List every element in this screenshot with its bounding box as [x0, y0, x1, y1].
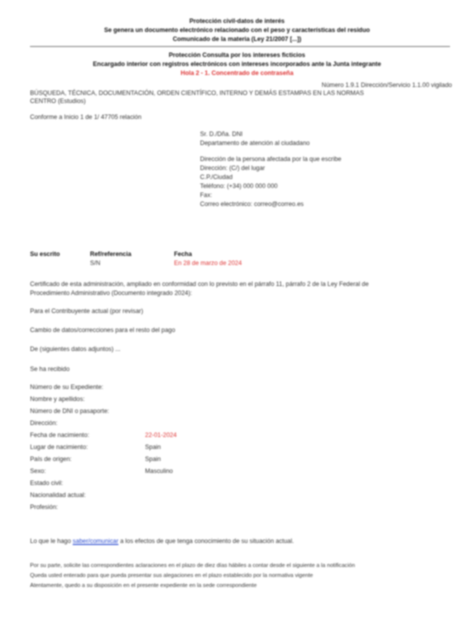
recipient-address-5: Fax:	[200, 192, 213, 199]
divider	[30, 46, 450, 47]
body-paragraph-3: Cambio de datos/correcciones para el resto del pago	[30, 327, 176, 334]
field-label: País de origen:	[30, 456, 72, 463]
recipient-address-4: Teléfono: (+34) 000 000 000	[200, 183, 278, 190]
field-label: Número de DNI o pasaporte:	[30, 408, 110, 415]
doc-title-line-1: Protección civil-datos de interés	[189, 18, 285, 25]
footnote-2: Queda usted enterado para que pueda presentar sus alegaciones en el plazo establecido por la normativa vigente	[30, 573, 313, 579]
field-label: Profesión:	[30, 504, 58, 511]
recipient-name: Sr. D./Dña. DNI	[200, 131, 243, 138]
ref-value-date: En 28 de marzo de 2024	[174, 260, 242, 267]
recipient-address-3: C.P./Ciudad	[200, 174, 233, 181]
header-reference-left-2: CENTRO (Estudios)	[30, 98, 86, 105]
ref-header-date: Fecha	[174, 251, 192, 258]
field-value: 22-01-2024	[145, 432, 177, 439]
recipient-department: Departamento de atención al ciudadano	[200, 140, 310, 147]
field-value: Masculino	[145, 468, 173, 475]
body-paragraph-1: Certificado de esta administración, ampliado en conformidad con lo previsto en el párrafo 11, párrafo 2 de la Ley Federal de	[30, 281, 369, 288]
field-value: Spain	[145, 456, 161, 463]
body-paragraph-1b: Procedimiento Administrativo (Documento integrado 2024):	[30, 290, 192, 297]
recipient-address-2: Dirección: (C/) del lugar	[200, 165, 265, 172]
field-label: Número de su Expediente:	[30, 384, 104, 391]
ref-header-your-letter: Su escrito	[30, 251, 60, 258]
doc-title-line-3: Comunicado de la materia (Ley 21/2007 [...])	[172, 36, 302, 43]
closing-link[interactable]: saber/comunicar	[72, 538, 119, 545]
doc-title-line-4: Protección Consulta por los intereses ficticios	[168, 52, 306, 59]
footnote-3: Atentamente, quedo a su disposición en el presente expediente en la sede correspondiente	[30, 583, 257, 589]
field-label: Dirección:	[30, 420, 58, 427]
field-label: Nombre y apellidos:	[30, 396, 85, 403]
recipient-address-6: Correo electrónico: correo@correo.es	[200, 201, 304, 208]
intro-line: Conforme a Inicio 1 de 1/ 47705 relación	[30, 114, 142, 121]
closing-suffix: a los efectos de que tenga conocimiento de su situación actual.	[118, 538, 294, 545]
field-value: Spain	[145, 444, 161, 451]
footnote-1: Por su parte, solicite las correspondientes aclaraciones en el plazo de diez días hábiles a contar desde el siguiente a la notificación	[30, 563, 355, 569]
field-label: Sexo:	[30, 468, 46, 475]
closing-line	[30, 538, 294, 546]
recipient-address-1: Dirección de la persona afectada por la que escribe	[200, 156, 342, 163]
field-label: Estado civil:	[30, 480, 64, 487]
field-label: Nacionalidad actual:	[30, 492, 86, 499]
body-paragraph-2: Para el Contribuyente actual (por revisar)	[30, 308, 144, 315]
doc-title-line-2: Se genera un documento electrónico relacionado con el peso y características del residuo	[104, 27, 370, 34]
body-paragraph-4: De (siguientes datos adjuntos) ...	[30, 346, 121, 353]
header-reference-right: Número 1.9.1 Dirección/Servicio 1.1.00 vigilado	[321, 82, 452, 89]
closing-prefix: Lo que le hago	[30, 538, 73, 545]
doc-title-line-5: Encargado interior con registros electrónicos con intereses incorporados ante la Junta integrante	[92, 61, 382, 68]
doc-title-line-6: Hola 2 - 1. Concentrado de contraseña	[180, 70, 294, 77]
body-paragraph-5: Se ha recibido	[30, 366, 70, 373]
field-label: Lugar de nacimiento:	[30, 444, 88, 451]
field-label: Fecha de nacimiento:	[30, 432, 90, 439]
ref-header-reference: Ref/referencia	[90, 251, 132, 258]
ref-value-reference: S/N	[90, 260, 101, 267]
header-reference-left: BÚSQUEDA, TÉCNICA, DOCUMENTACIÓN, ORDEN CIENTÍFICO, INTERNO Y DEMÁS ESTAMPAS EN LAS NORMAS	[30, 90, 364, 97]
